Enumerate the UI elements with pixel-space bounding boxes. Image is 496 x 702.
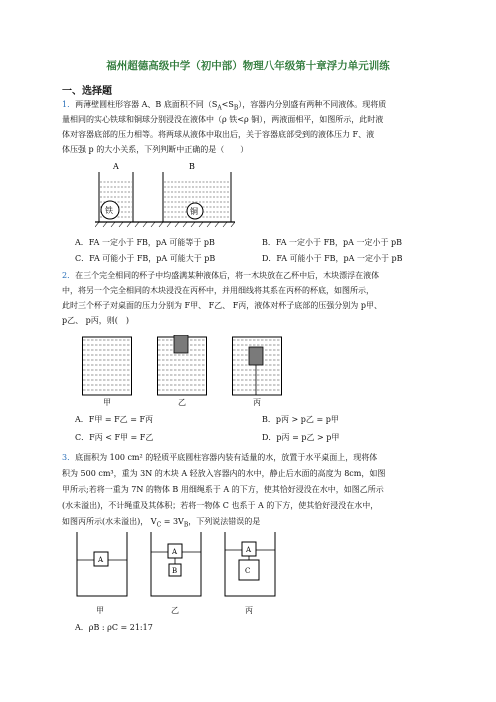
q2-caption-jia: 甲 [103,398,111,407]
q3-number: 3． [62,453,76,462]
q2-option-a[interactable]: A．F甲 = F乙 = F丙 [75,415,154,424]
q1-option-d[interactable]: D．FA 可能小于 FB，pA 一定小于 pB [262,254,403,263]
q2-line-2: 中，将另一个完全相同的木块浸没在丙杯中，并用细线将其系在丙杯的杯底，如图所示， [62,286,374,295]
q3-caption-yi: 乙 [171,606,179,615]
container-a [99,172,133,222]
q2-line-1: 2．在三个完全相同的杯子中均盛满某种液体后，将一木块放在乙杯中后，木块漂浮在液体 [62,271,380,280]
q3-caption-bing: 丙 [245,606,253,615]
q2-number: 2． [62,271,76,280]
box-c: C [245,567,251,575]
q3-figure [76,530,276,602]
q2-figure [82,335,282,405]
q1-line-3: 体对容器底部的压力相等。将两球从液体中取出后，关于容器底部受到的液体压力 F、液 [62,130,375,139]
q2-line-4: p乙、 p丙，则( ) [62,316,130,325]
q2-caption-bing: 丙 [253,398,261,407]
fig-label-a: A [113,162,119,171]
page-title: 福州超德高级中学（初中部）物理八年级第十章浮力单元训练 [106,60,390,72]
q2-option-b[interactable]: B．p丙 > p乙 = p甲 [262,415,339,424]
q3-line-4: (水未溢出)，不计绳重及其体积；若将一物体 C 也系于 A 的下方，使其恰好浸没在水中， [62,501,379,510]
wood-block-submerged [249,347,263,365]
q1-option-b[interactable]: B．FA 一定小于 FB，pA 一定小于 pB [262,238,403,247]
q1-option-c[interactable]: C．FA 可能小于 FB，pA 可能大于 pB [75,254,216,263]
q1-line-2: 量相同的实心铁球和铜球分别浸没在液体中（ρ 铁<ρ 铜），两液面相平，如图所示，此时液 [62,115,384,124]
q1-option-a[interactable]: A．FA 一定小于 FB，pA 可能等于 pB [75,238,215,247]
wood-block-floating [174,335,188,353]
section-heading: 一、选择题 [62,86,112,97]
cup-jia [83,337,132,395]
q2-line-3: 此时三个杯子对桌面的压力分别为 F甲、 F乙、 F丙，液体对杯子底部的压强分别为 p甲、 [62,301,382,310]
svg-text:铁: 铁 [105,206,113,215]
box-a-bing: A [246,546,252,554]
q1-line-4: 体压强 p 的大小关系，下列判断中正确的是（ ） [62,145,249,154]
svg-text:铜: 铜 [190,207,198,216]
cup-bing [233,337,282,395]
q3-line-5: 如图丙所示(水未溢出)， $V_C = 3V_B$，下列说法错误的是 [62,517,261,529]
fig-label-b: B [189,162,195,171]
q1-number: 1． [62,100,76,109]
container-b [163,172,231,222]
box-a-yi: A [172,548,178,556]
q2-option-c[interactable]: C．F丙 < F甲 = F乙 [75,433,154,442]
q3-option-a[interactable]: A．ρB : ρC = 21:17 [75,623,153,632]
box-b: B [172,567,178,575]
q3-line-1: 3．底面积为 100 cm² 的轻质平底圆柱容器内装有适量的水，放置于水平桌面上，现将体 [62,453,378,462]
q2-caption-yi: 乙 [178,398,186,407]
q1-line-1: 1．两薄壁圆柱形容器 A、B 底面积不同$(S_A<S_B)$，容器内分别盛有两种不同液体。现将质 [62,100,387,112]
q1-figure [95,160,235,230]
q2-option-d[interactable]: D．p丙 = p乙 > p甲 [262,433,340,442]
q3-line-3: 甲所示;若将一重为 7N 的物体 B 用细绳系于 A 的下方，使其恰好浸没在水中，如图乙所示 [62,485,384,494]
box-a-jia: A [98,556,104,564]
q3-caption-jia: 甲 [96,606,104,615]
q3-line-2: 积为 500 cm³，重为 3N 的木块 A 轻放入容器内的水中，静止后水面的高度为 8cm，如图 [62,469,386,478]
